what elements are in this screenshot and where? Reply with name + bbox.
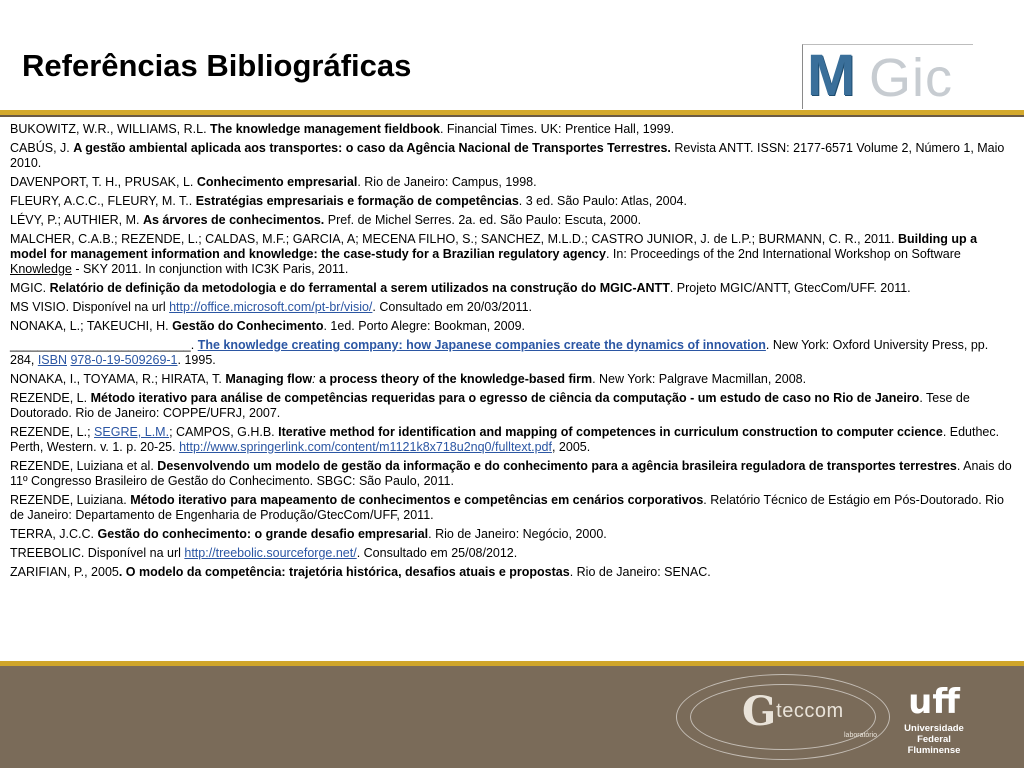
ref-title: Gestão do conhecimento: o grande desafio empresarial (97, 527, 429, 541)
ref-details: . 3 ed. São Paulo: Atlas, 2004. (518, 194, 687, 208)
reference-item (10, 527, 1014, 542)
slide-title: Referências Bibliográficas (22, 48, 412, 83)
ref-details-end: . 1995. (177, 353, 216, 367)
reference-item (10, 319, 1014, 334)
gteccom-logo-g: G (742, 688, 777, 735)
ref-authors: FLEURY, A.C.C., FLEURY, M. T.. (10, 194, 196, 208)
ref-title: Método iterativo para mapeamento de conhecimentos e competências em cenários corporativos (130, 493, 704, 507)
ref-subtitle: a process theory of the knowledge-based firm (319, 372, 593, 386)
reference-item (10, 213, 1014, 228)
ref-authors: DAVENPORT, T. H., PRUSAK, L. (10, 175, 197, 189)
ref-title: Iterative method for identification and mapping of competences in curriculum construction to computer ccience (278, 425, 943, 439)
ref-details: . Anais do 11º Congresso Brasileiro de Gestão do Conhecimento. SBGC: São Paulo, 2011. (10, 459, 1012, 488)
ref-authors: MALCHER, C.A.B.; REZENDE, L.; CALDAS, M.F.; GARCIA, A; MECENA FILHO, S.; SANCHEZ, M.L.D.; CASTRO JUNIOR, J. de L.P.; BURMANN, C. R., 2011. (10, 232, 898, 246)
ref-details: . Rio de Janeiro: SENAC. (569, 565, 711, 579)
reference-item (10, 338, 1014, 368)
mgic-logo (802, 44, 973, 109)
ref-title: Relatório de definição da metodologia e do ferramental a serem utilizados na construção do MGIC-ANTT (49, 281, 670, 295)
ref-details: . Relatório Técnico de Estágio em Pós-Doutorado. Rio de Janeiro: Departamento de Engenharia de Produção/GtecCom/UFF, 2011. (10, 493, 1004, 522)
ref-authors: MS VISIO. Disponível na url (10, 300, 170, 314)
uff-logo-icon (903, 681, 965, 719)
ref-authors-cont: ; CAMPOS, G.H.B. (169, 425, 279, 439)
reference-item (10, 546, 1014, 561)
ref-url-link[interactable]: http://office.microsoft.com/pt-br/visio/ (169, 300, 373, 314)
ref-authors: MGIC. (10, 281, 50, 295)
ref-title: Estratégias empresariais e formação de competências (195, 194, 519, 208)
gteccom-logo-text: teccom (776, 700, 844, 722)
uff-name-line-2: Federal (917, 734, 951, 745)
reference-item (10, 493, 1014, 523)
ref-title: As árvores de conhecimentos. (142, 213, 325, 227)
author-link[interactable]: SEGRE, L.M. (94, 425, 170, 439)
reference-item (10, 281, 1014, 296)
ref-title: The knowledge management fieldbook (210, 122, 440, 136)
ref-details: . New York: Palgrave Macmillan, 2008. (592, 372, 807, 386)
footer-band (0, 661, 1024, 768)
ref-title: A gestão ambiental aplicada aos transportes: o caso da Agência Nacional de Transportes Terrestres. (73, 141, 671, 155)
uff-name (886, 723, 982, 756)
ref-authors: LÉVY, P.; AUTHIER, M. (10, 213, 143, 227)
ref-details: . Projeto MGIC/ANTT, GtecCom/UFF. 2011. (669, 281, 911, 295)
ref-authors: TERRA, J.C.C. (10, 527, 98, 541)
ref-details-end: - SKY 2011. In conjunction with IC3K Paris, 2011. (71, 262, 349, 276)
ref-details: . Rio de Janeiro: Campus, 1998. (357, 175, 537, 189)
reference-item (10, 194, 1014, 209)
ref-details: . Consultado em 25/08/2012. (356, 546, 518, 560)
ref-authors: NONAKA, L.; TAKEUCHI, H. (10, 319, 173, 333)
ref-colon: : (312, 372, 320, 386)
isbn-number-link[interactable]: 978-0-19-509269-1 (70, 353, 178, 367)
ref-details: . 1ed. Porto Alegre: Bookman, 2009. (323, 319, 526, 333)
reference-item (10, 565, 1014, 580)
ref-details: . Financial Times. UK: Prentice Hall, 1999. (439, 122, 675, 136)
ref-authors: REZENDE, Luiziana et al. (10, 459, 158, 473)
uff-logo-text: uff (908, 682, 960, 719)
reference-item (10, 141, 1014, 171)
ref-url-link[interactable]: http://treebolic.sourceforge.net/ (184, 546, 357, 560)
ref-details: . Eduthec. Perth, Western. v. 1. p. 20-25. (10, 425, 1000, 454)
ref-authors: REZENDE, L.; (10, 425, 95, 439)
ref-details: . Tese de Doutorado. Rio de Janeiro: COPPE/UFRJ, 2007. (10, 391, 970, 420)
ref-authors: REZENDE, Luiziana. (10, 493, 131, 507)
reference-item (10, 459, 1014, 489)
ref-title: Conhecimento empresarial (196, 175, 358, 189)
reference-item (10, 425, 1014, 455)
ref-title: Managing flow (225, 372, 313, 386)
reference-list (10, 122, 1014, 584)
reference-item (10, 175, 1014, 190)
ref-authors: TREEBOLIC. Disponível na url (10, 546, 185, 560)
mgic-logo-gic: Gic (869, 48, 953, 108)
ref-authors: NONAKA, I., TOYAMA, R.; HIRATA, T. (10, 372, 226, 386)
ref-details: Revista ANTT. ISSN: 2177-6571 Volume 2, Número 1, Maio 2010. (10, 141, 1005, 170)
ref-details: . Consultado em 20/03/2011. (372, 300, 533, 314)
gteccom-logo-sub: laboratório (844, 732, 878, 739)
ref-title: Gestão do Conhecimento (172, 319, 324, 333)
ref-authors: __________________________. (10, 338, 198, 352)
ref-url-link[interactable]: http://www.springerlink.com/content/m1121k8x718u2nq0/fulltext.pdf (179, 440, 552, 454)
ref-details: Pref. de Michel Serres. 2a. ed. São Paulo: Escuta, 2000. (324, 213, 642, 227)
ref-title: Desenvolvendo um modelo de gestão da informação e do conhecimento para a agência brasileira reguladora de transportes terrestres (157, 459, 957, 473)
ref-details-end: , 2005. (551, 440, 591, 454)
ref-title: . O modelo da competência: trajetória histórica, desafios atuais e propostas (118, 565, 570, 579)
ref-title: Método iterativo para análise de competências requeridas para o egresso de ciência da computação - um estudo de caso no Rio de Janeiro (90, 391, 920, 405)
ref-authors: ZARIFIAN, P., 2005 (10, 565, 119, 579)
reference-item (10, 372, 1014, 387)
uff-name-line-1: Universidade (904, 723, 964, 734)
ref-authors: BUKOWITZ, W.R., WILLIAMS, R.L. (10, 122, 211, 136)
isbn-link[interactable]: ISBN (37, 353, 67, 367)
reference-item (10, 232, 1014, 277)
ref-title-link[interactable]: The knowledge creating company: how Japanese companies create the dynamics of innovation (197, 338, 766, 352)
header-divider-dark (0, 115, 1024, 117)
ref-details: . In: Proceedings of the 2nd International Workshop on Software (605, 247, 961, 261)
ref-details: . Rio de Janeiro: Negócio, 2000. (428, 527, 607, 541)
uff-name-line-3: Fluminense (907, 745, 961, 756)
reference-item (10, 300, 1014, 315)
gteccom-logo (742, 688, 878, 739)
ref-authors: CABÚS, J. (10, 141, 74, 155)
ref-authors: REZENDE, L. (10, 391, 91, 405)
mgic-logo-m: M (807, 43, 854, 108)
reference-item (10, 391, 1014, 421)
ref-details: . New York: Oxford University Press, pp. 284, (10, 338, 989, 367)
reference-item (10, 122, 1014, 137)
ref-title: Building up a model for management information and knowledge: the case-study for a Brazilian regulatory agency (10, 232, 978, 261)
ref-underlined-word: Knowledge (10, 262, 72, 276)
